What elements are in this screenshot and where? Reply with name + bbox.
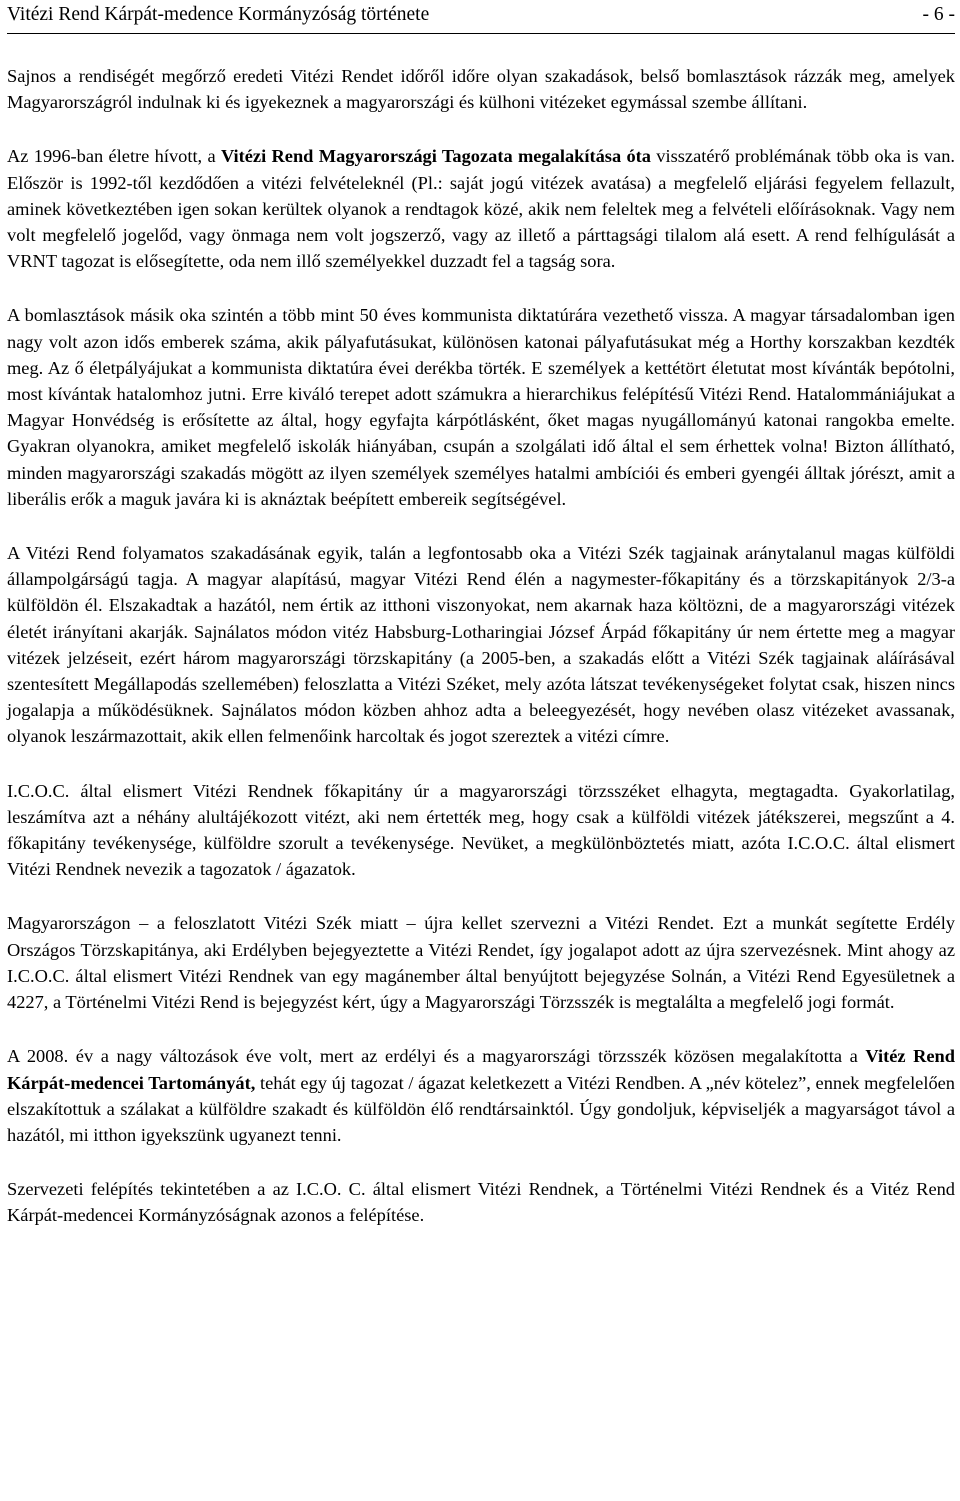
paragraph-4 (7, 540, 955, 750)
paragraph-7-bold-text: Vitéz Rend Kárpát-medencei Tartományát, (7, 1046, 956, 1093)
paragraph-7-text-a: A 2008. év a nagy változások éve volt, mert az erdélyi és a magyarországi törzsszék közösen megalakította a (7, 1046, 866, 1067)
paragraph-2-text-c: visszatérő problémának több oka is van. Először is 1992-től kezdődően a vitézi felvételeknél (Pl.: saját jogú vitézek avatása) a megfelelő eljárási fegyelem fellazult, aminek következtében igen sokan kerültek olyanok a rendtagok közé, akik nem feleltek meg a felvételi előírásoknak. Vagy nem volt megfelelő jogelőd, vagy önmaga nem volt jogszerző, vagy az illető a párttagsági tilalom alá esett. A rend felhígulását a VRNT tagozat is elősegítette, oda nem illő személyekkel duzzadt fel a tagság sora. (7, 146, 956, 272)
paragraph-5-text: I.C.O.C. által elismert Vitézi Rendnek főkapitány úr a magyarországi törzsszéket elhagyta, megtagadta. Gyakorlatilag, leszámítva azt a néhány alultájékozott vitézt, aki nem értették meg, hogy csak a külföldi vitézek játékszerei, megszűnt a 4. főkapitány tevékenysége, külföldre szorult a tevékenysége. Nevüket, a megkülönböztetés miatt, azóta I.C.O.C. által elismert Vitézi Rendnek nevezik a tagozatok / ágazatok. (7, 780, 955, 880)
paragraph-1 (7, 63, 955, 115)
paragraph-5 (7, 778, 955, 883)
paragraph-7-text-c: tehát egy új tagozat / ágazat keletkezett a Vitézi Rendben. A „név kötelez”, ennek megfelelően elszakítottuk a szálakat a külföldre szakadt és külföldön élő rendtársainktól. Úgy gondoljuk, képviseljék a magyarságot távol a hazától, mi itthon igyekszünk ugyanezt tenni. (7, 1072, 956, 1145)
paragraph-8 (7, 1176, 955, 1228)
paragraph-2 (7, 143, 955, 274)
paragraph-8-text: Szervezeti felépítés tekintetében a az I.C.O. C. által elismert Vitézi Rendnek, a Történelmi Vitézi Rendnek és a Vitéz Rend Kárpát-medencei Kormányzóságnak azonos a felépítése. (7, 1179, 955, 1226)
paragraph-6-text: Magyarországon – a feloszlatott Vitézi Szék miatt – újra kellet szervezni a Vitézi Rendet. Ezt a munkát segítette Erdély Országos Törzskapitánya, aki Erdélyben bejegyeztette a Vitézi Rendet, így jogalapot adott az újra szervezésnek. Mint ahogy az I.C.O.C. által elismert Vitézi Rendnek van egy magánember által benyújtott bejegyzése Solnán, a Vitézi Rend Egyesületnek a 4227, a Történelmi Vitézi Rend is bejegyzést kért, úgy a Magyarországi Törzsszék is megtalálta a megfelelő jogi formát. (7, 913, 955, 1013)
paragraph-2-text-a: Az 1996-ban életre hívott, a (7, 146, 221, 167)
page-number: - 6 - (922, 4, 955, 25)
document-title: Vitézi Rend Kárpát-medence Kormányzóság története (7, 4, 430, 25)
paragraph-1-text: Sajnos a rendiségét megőrző eredeti Vitézi Rendet időről időre olyan szakadások, belső bomlasztások rázzák meg, amelyek Magyarországról indulnak ki és igyekeznek a magyarországi és külhoni vitézeket egymással szembe állítani. (7, 66, 955, 113)
paragraph-7 (7, 1043, 955, 1148)
document-page (7, 0, 955, 1257)
paragraph-2-bold-text: Vitézi Rend Magyarországi Tagozata megalakítása óta (220, 146, 651, 167)
header-divider (7, 33, 955, 34)
paragraph-3 (7, 302, 955, 512)
page-header (7, 3, 955, 33)
paragraph-6 (7, 910, 955, 1015)
paragraph-4-text: A Vitézi Rend folyamatos szakadásának egyik, talán a legfontosabb oka a Vitézi Szék tagjainak aránytalanul magas külföldi állampolgárságú tagja. A magyar alapítású, magyar Vitézi Rend élén a nagymester-főkapitány és a törzskapitányok 2/3-a külföldön él. Elszakadtak a hazától, nem értik az itthoni viszonyokat, nem akarnak haza költözni, de a magyarországi vitézek életét irányítani akarják. Sajnálatos módon vitéz Habsburg-Lotharingiai József Árpád főkapitány úr nem értette meg a magyar vitézek jelzéseit, ezért három magyarországi törzskapitány (a 2005-ben, a szakadás előtt a Vitézi Szék tagjainak aláírásával szentesített Megállapodás szellemében) feloszlatta a Vitézi Széket, mely azóta látszat tevékenységeket folytat csak, hiszen nincs jogalapja a működésüknek. Sajnálatos módon közben ahhoz adta a beleegyezését, hogy nevében olasz vitézeket avassanak, olyanok leszármazottait, akik ellen felmenőink harcoltak és jogot szereztek a vitézi címre. (7, 543, 955, 747)
paragraph-3-text: A bomlasztások másik oka szintén a több mint 50 éves kommunista diktatúrára vezethető vissza. A magyar társadalomban igen nagy volt azon idős emberek száma, akik pályafutásukat, különösen katonai pályafutásukat még a Horthy korszakban kezdték meg. Az ő életpályájukat a kommunista diktatúra évei derékba törték. E személyek a kettétört életutat most kívánták bepótolni, most kívántak hatalomhoz jutni. Erre kiváló terepet adott számukra a hierarchikus felépítésű Vitézi Rend. Hatalommániájukat a Magyar Honvédség is erősítette az által, hogy egyfajta kárpótlásként, őket magas nyugállományú katonai rangokba emelte. Gyakran olyanokra, amiket megfelelő iskolák hiányában, csupán a szolgálati idő által el sem érhettek volna! Bizton állítható, minden magyarországi szakadás mögött az ilyen személyek személyes hatalmi ambíciói és emberi gyengéi álltak jórészt, amit a liberális erők a maguk javára ki is aknáztak beépített embereik segítségével. (7, 305, 955, 509)
